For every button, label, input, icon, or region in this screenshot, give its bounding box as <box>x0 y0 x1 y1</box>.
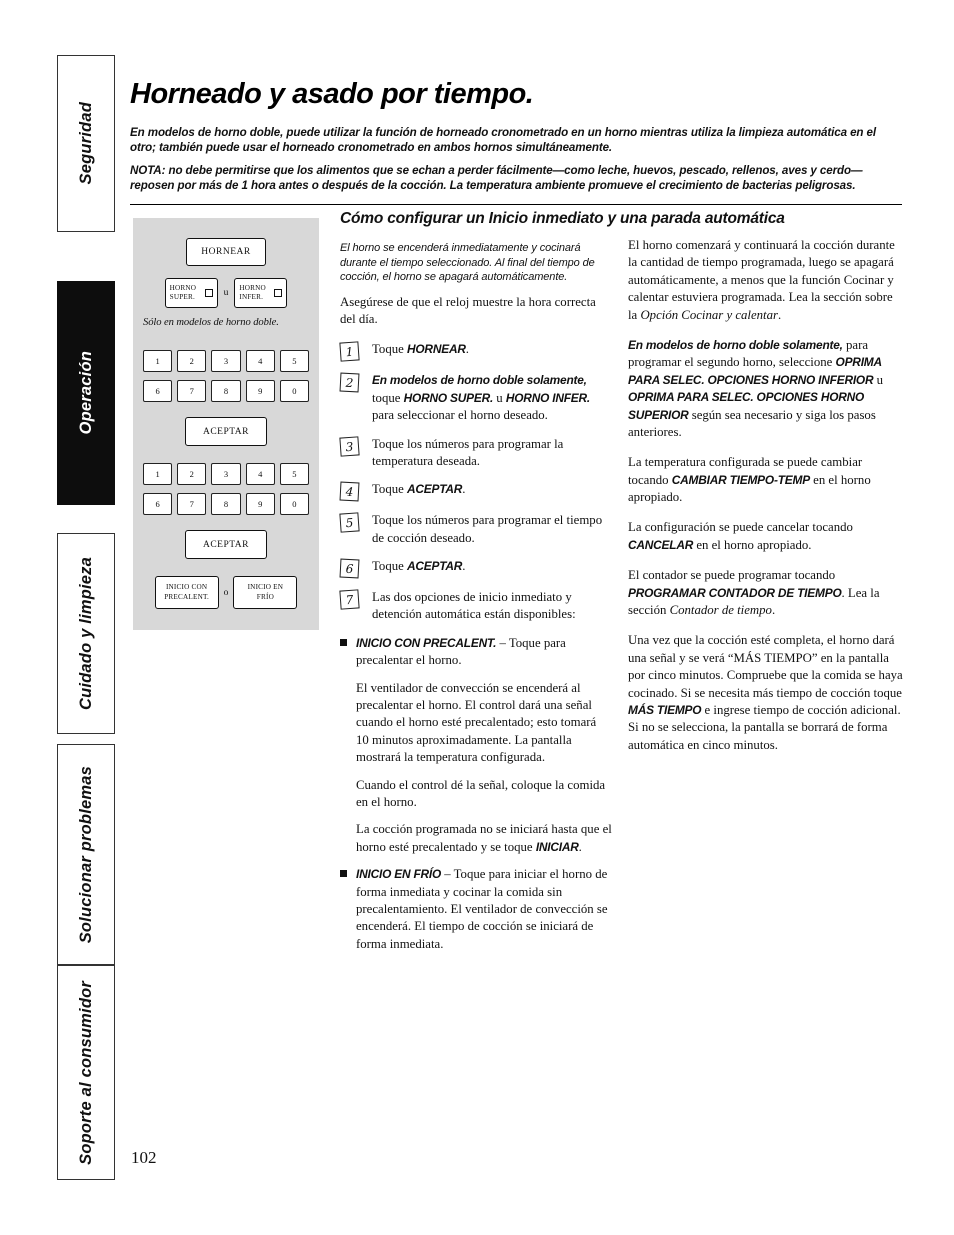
panel-caption: Sólo en modelos de horno doble. <box>143 317 279 328</box>
key-0: 0 <box>280 380 309 402</box>
key-7: 7 <box>177 493 206 515</box>
step-item-6 <box>340 558 612 578</box>
paragraph: El contador se puede programar tocando PROGRAMAR CONTADOR DE TIEMPO. Lea la sección Contador de tiempo. <box>628 568 880 618</box>
paragraph: La configuración se puede cancelar tocando CANCELAR en el horno apropiado. <box>628 520 853 552</box>
key-4: 4 <box>246 463 275 485</box>
step-item-5 <box>340 512 612 547</box>
bullet-square-icon <box>340 870 347 877</box>
number-pad-time <box>143 463 309 515</box>
horno-super-label-line1: HORNO <box>169 284 197 292</box>
section-divider <box>130 204 902 205</box>
key-6: 6 <box>143 493 172 515</box>
inicio-precalent-line1: INICIO CON <box>165 583 208 592</box>
option-head-text: INICIO CON PRECALENT. – Toque para precalentar el horno. <box>356 635 566 668</box>
key-8: 8 <box>211 380 240 402</box>
key-6: 6 <box>143 380 172 402</box>
intro-paragraph: En modelos de horno doble, puede utilizar la función de horneado cronometrado en un horno mientras utiliza la limpieza automática en el otro; también puede usar el horneado cronometrado en ambos hornos simultáneamente. <box>130 126 876 155</box>
key-4: 4 <box>246 350 275 372</box>
step-item-1 <box>340 341 612 361</box>
key-1: 1 <box>143 463 172 485</box>
horno-super-button <box>165 278 218 308</box>
step-text: Toque los números para programar la temperatura deseada. <box>372 436 564 468</box>
details-column <box>628 237 904 767</box>
step-text: Toque HORNEAR. <box>372 342 469 357</box>
horno-infer-label-line2: INFER. <box>239 293 264 301</box>
step-number: 7 <box>339 589 359 609</box>
sidebar-label: Solucionar problemas <box>76 765 95 944</box>
paragraph: La temperatura configurada se puede cambiar tocando CAMBIAR TIEMPO-TEMP en el horno apropiado. <box>628 455 871 505</box>
section-intro-italic: El horno se encenderá inmediatamente y cocinará durante el tiempo seleccionado. Al final del tiempo de cocción, el horno se apagará automáticamente. <box>340 242 595 284</box>
step-item-4 <box>340 481 612 501</box>
step-text: En modelos de horno doble solamente, toque HORNO SUPER. u HORNO INFER. para seleccionar el horno deseado. <box>372 373 591 423</box>
inicio-en-frio-button <box>233 576 297 609</box>
conjunction-o: o <box>223 587 229 598</box>
sidebar-item-solucionar-problemas <box>57 744 115 965</box>
step-text: Toque ACEPTAR. <box>372 559 466 574</box>
option-inicio-con-precalent <box>340 635 612 856</box>
key-5: 5 <box>280 350 309 372</box>
step-item-2 <box>340 372 612 424</box>
step-number: 5 <box>339 513 359 533</box>
nota-paragraph: NOTA: no debe permitirse que los alimentos que se echan a perder fácilmente—como leche, huevos, pescado, rellenos, aves y cerdo—reposen por más de 1 hora antes o después de la cocción. La temperatura ambiente promueve el crecimiento de bacterias peligrosas. <box>130 163 863 193</box>
intro-block <box>130 125 904 201</box>
hornear-button: HORNEAR <box>186 238 266 266</box>
section-heading: Cómo configurar un Inicio inmediato y una parada automática <box>340 210 785 227</box>
option-head-text: INICIO EN FRÍO – Toque para iniciar el horno de forma inmediata y cocinar la comida sin precalentamiento. El ventilador de convección se encenderá. El tiempo de cocción se iniciará de forma inmediata. <box>356 867 608 951</box>
key-5: 5 <box>280 463 309 485</box>
key-8: 8 <box>211 493 240 515</box>
step-text: Las dos opciones de inicio inmediato y detención automática están disponibles: <box>372 590 576 622</box>
option-paragraph: Cuando el control dé la señal, coloque la comida en el horno. <box>356 777 606 809</box>
step-number: 2 <box>340 373 360 393</box>
sidebar-label: Operación <box>76 351 95 435</box>
step-item-7 <box>340 589 612 624</box>
inicio-frio-line2: FRÍO <box>256 592 274 601</box>
key-9: 9 <box>246 380 275 402</box>
page-title: Horneado y asado por tiempo. <box>130 78 534 110</box>
key-9: 9 <box>246 493 275 515</box>
horno-infer-label-line1: HORNO <box>239 284 266 292</box>
key-3: 3 <box>211 463 240 485</box>
key-2: 2 <box>177 350 206 372</box>
step-number: 6 <box>340 559 360 579</box>
sidebar-item-seguridad <box>57 55 115 232</box>
sidebar-label: Cuidado y limpieza <box>76 556 95 711</box>
option-paragraph: La cocción programada no se iniciará hasta que el horno esté precalentado y se toque INICIAR. <box>356 822 612 854</box>
page-number: 102 <box>131 1148 157 1167</box>
key-2: 2 <box>177 463 206 485</box>
sidebar-label: Seguridad <box>76 102 95 185</box>
step-number: 4 <box>340 482 360 502</box>
indicator-square-icon <box>205 289 213 297</box>
option-inicio-en-frio <box>340 866 612 953</box>
sidebar-item-operacion <box>57 281 115 505</box>
bullet-square-icon <box>340 639 347 646</box>
oven-select-row <box>143 278 309 308</box>
step-number: 1 <box>339 342 359 362</box>
paragraph: En modelos de horno doble solamente, para programar el segundo horno, seleccione OPRIMA PARA SELEC. OPCIONES HORNO INFERIOR u OPRIMA PARA SELEC. OPCIONES HORNO SUPERIOR según sea necesario y siga los pasos anteriores. <box>628 337 883 439</box>
key-0: 0 <box>280 493 309 515</box>
key-3: 3 <box>211 350 240 372</box>
start-options-row <box>143 576 309 609</box>
sidebar-label: Soporte al consumidor <box>76 980 95 1165</box>
inicio-con-precalent-button <box>155 576 219 609</box>
paragraph: Una vez que la cocción esté completa, el horno dará una señal y se verá “MÁS TIEMPO” en la pantalla por cinco minutos. Compruebe que la comida se haya cocinado. Si se necesita más tiempo de cocción toque MÁS TIEMPO e ingrese tiempo de cocción adicional. Si no se selecciona, la pantalla se borrará de forma automática en cinco minutos. <box>628 633 903 752</box>
option-paragraph: El ventilador de convección se encenderá al precalentar el horno. El control dará una señal cuando el horno esté precalentado; esto tomará 10 minutos aproximadamente. La pantalla mostrará la temperatura configurada. <box>356 680 597 765</box>
step-text: Toque los números para programar el tiempo de cocción deseado. <box>372 513 603 545</box>
step-text: Toque ACEPTAR. <box>372 482 466 497</box>
number-pad-temperature <box>143 350 309 402</box>
inicio-precalent-line2: PRECALENT. <box>164 592 210 601</box>
sidebar-item-soporte-al-consumidor <box>57 965 115 1180</box>
aceptar-button: ACEPTAR <box>185 417 267 446</box>
control-panel-figure <box>133 218 319 630</box>
key-1: 1 <box>143 350 172 372</box>
inicio-frio-line1: INICIO EN <box>247 583 284 592</box>
horno-super-label-line2: SUPER. <box>169 293 195 301</box>
aceptar-button: ACEPTAR <box>185 530 267 559</box>
conjunction-u: u <box>223 288 229 298</box>
step-list <box>340 341 612 624</box>
indicator-square-icon <box>274 289 282 297</box>
clock-note: Asegúrese de que el reloj muestre la hora correcta del día. <box>340 294 596 326</box>
step-item-3 <box>340 436 612 471</box>
sidebar-item-cuidado-y-limpieza <box>57 533 115 734</box>
horno-infer-button <box>234 278 287 308</box>
instructions-column <box>340 241 612 963</box>
paragraph: El horno comenzará y continuará la cocción durante la cantidad de tiempo programada, luego se apagará automáticamente, a menos que la función Cocinar y calentar estuviera programada. Lea la sección sobre la Opción Cocinar y calentar. <box>628 238 895 322</box>
key-7: 7 <box>177 380 206 402</box>
step-number: 3 <box>339 436 359 456</box>
